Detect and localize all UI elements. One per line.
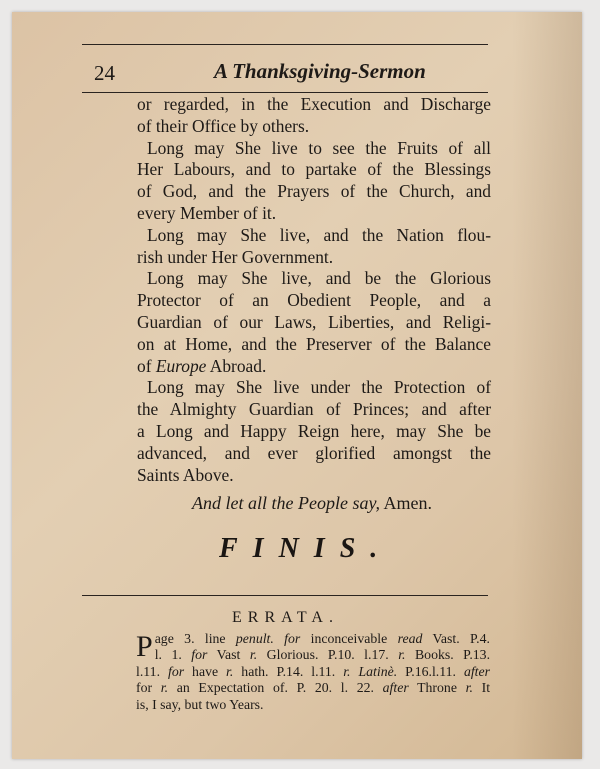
errata-rule [82, 595, 488, 596]
text-line: Long may She live, and be the Glorious [147, 268, 491, 289]
text-line: Saints Above. [137, 464, 234, 485]
text-fragment: Vast [216, 647, 241, 663]
text-fragment: Abroad. [209, 355, 267, 376]
closing-italic: And let all the People say, [192, 493, 380, 513]
text-fragment: hath. P.14. l.11. [241, 663, 336, 679]
text-fragment: penult. for [235, 631, 301, 646]
text-fragment: l. 1. [154, 647, 182, 663]
text-line [137, 356, 491, 378]
text-fragment: have [192, 663, 219, 679]
text-fragment: after [463, 663, 490, 679]
header-top-rule [82, 44, 488, 45]
text-fragment: read [397, 631, 423, 646]
page-number: 24 [94, 61, 115, 85]
text-fragment: for [191, 647, 208, 663]
text-line: on at Home, and the Preserver of the Balance [137, 333, 491, 354]
text-fragment: It [481, 680, 491, 696]
text-fragment: r. [160, 680, 169, 696]
text-line: of God, and the Prayers of the Church, and [137, 181, 491, 202]
text-line: Her Labours, and to partake of the Blessings [137, 159, 491, 180]
page-header [94, 55, 484, 85]
text-line: Long may She live, and the Nation flou- [147, 224, 491, 245]
text-line: of their Office by others. [137, 115, 310, 136]
text-line: Protector of an Obedient People, and a [137, 290, 491, 311]
text-fragment: age 3. line [154, 631, 226, 646]
text-line: the Almighty Guardian of Princes; and after [137, 399, 491, 420]
text-fragment: r. [226, 663, 234, 679]
text-fragment: of [137, 355, 156, 376]
closing-line [192, 493, 432, 514]
europe-word: Europe [155, 355, 207, 376]
text-line: rish under Her Government. [137, 246, 334, 267]
text-line: a Long and Happy Reign here, may She be [137, 420, 491, 441]
text-line: or regarded, in the Execution and Discharge [137, 94, 491, 114]
text-fragment: r. [398, 647, 406, 663]
text-fragment: r. Latinè. [343, 663, 398, 679]
text-fragment: for [167, 663, 185, 679]
errata-block [136, 631, 490, 713]
text-line: Long may She live under the Protection of [147, 377, 491, 398]
text-line: Guardian of our Laws, Liberties, and Religi- [137, 311, 491, 332]
text-line: advanced, and ever glorified amongst the [137, 442, 491, 463]
text-fragment: an Expectation of. P. 20. l. 22. [176, 680, 374, 696]
text-fragment: r. [465, 680, 473, 696]
text-fragment: Throne [417, 680, 457, 696]
text-fragment: after [382, 680, 409, 696]
text-fragment: inconceivable [310, 631, 388, 646]
text-fragment: Glorious. P.10. l.17. [266, 647, 389, 663]
errata-line [136, 680, 490, 696]
header-bottom-rule [82, 92, 488, 93]
finis-heading: FINIS. [219, 533, 393, 564]
running-title: A Thanksgiving-Sermon [214, 59, 426, 83]
sermon-text [137, 94, 491, 486]
errata-line [136, 664, 490, 680]
errata-line: is, I say, but two Years. [136, 696, 264, 712]
text-line: Long may She live to see the Fruits of all [147, 137, 491, 158]
errata-drop-cap: P [136, 630, 153, 663]
errata-line [136, 631, 490, 647]
text-fragment: P.16.l.11. [405, 663, 456, 679]
errata-title: ERRATA. [232, 609, 339, 626]
text-fragment: for [136, 680, 153, 696]
text-fragment: l.11. [136, 663, 161, 679]
text-fragment: Books. P.13. [414, 647, 491, 663]
errata-line [136, 647, 490, 663]
closing-amen: Amen. [383, 493, 432, 513]
text-fragment: Vast. P.4. [432, 631, 490, 646]
text-line: every Member of it. [137, 202, 277, 223]
text-fragment: r. [249, 647, 258, 663]
